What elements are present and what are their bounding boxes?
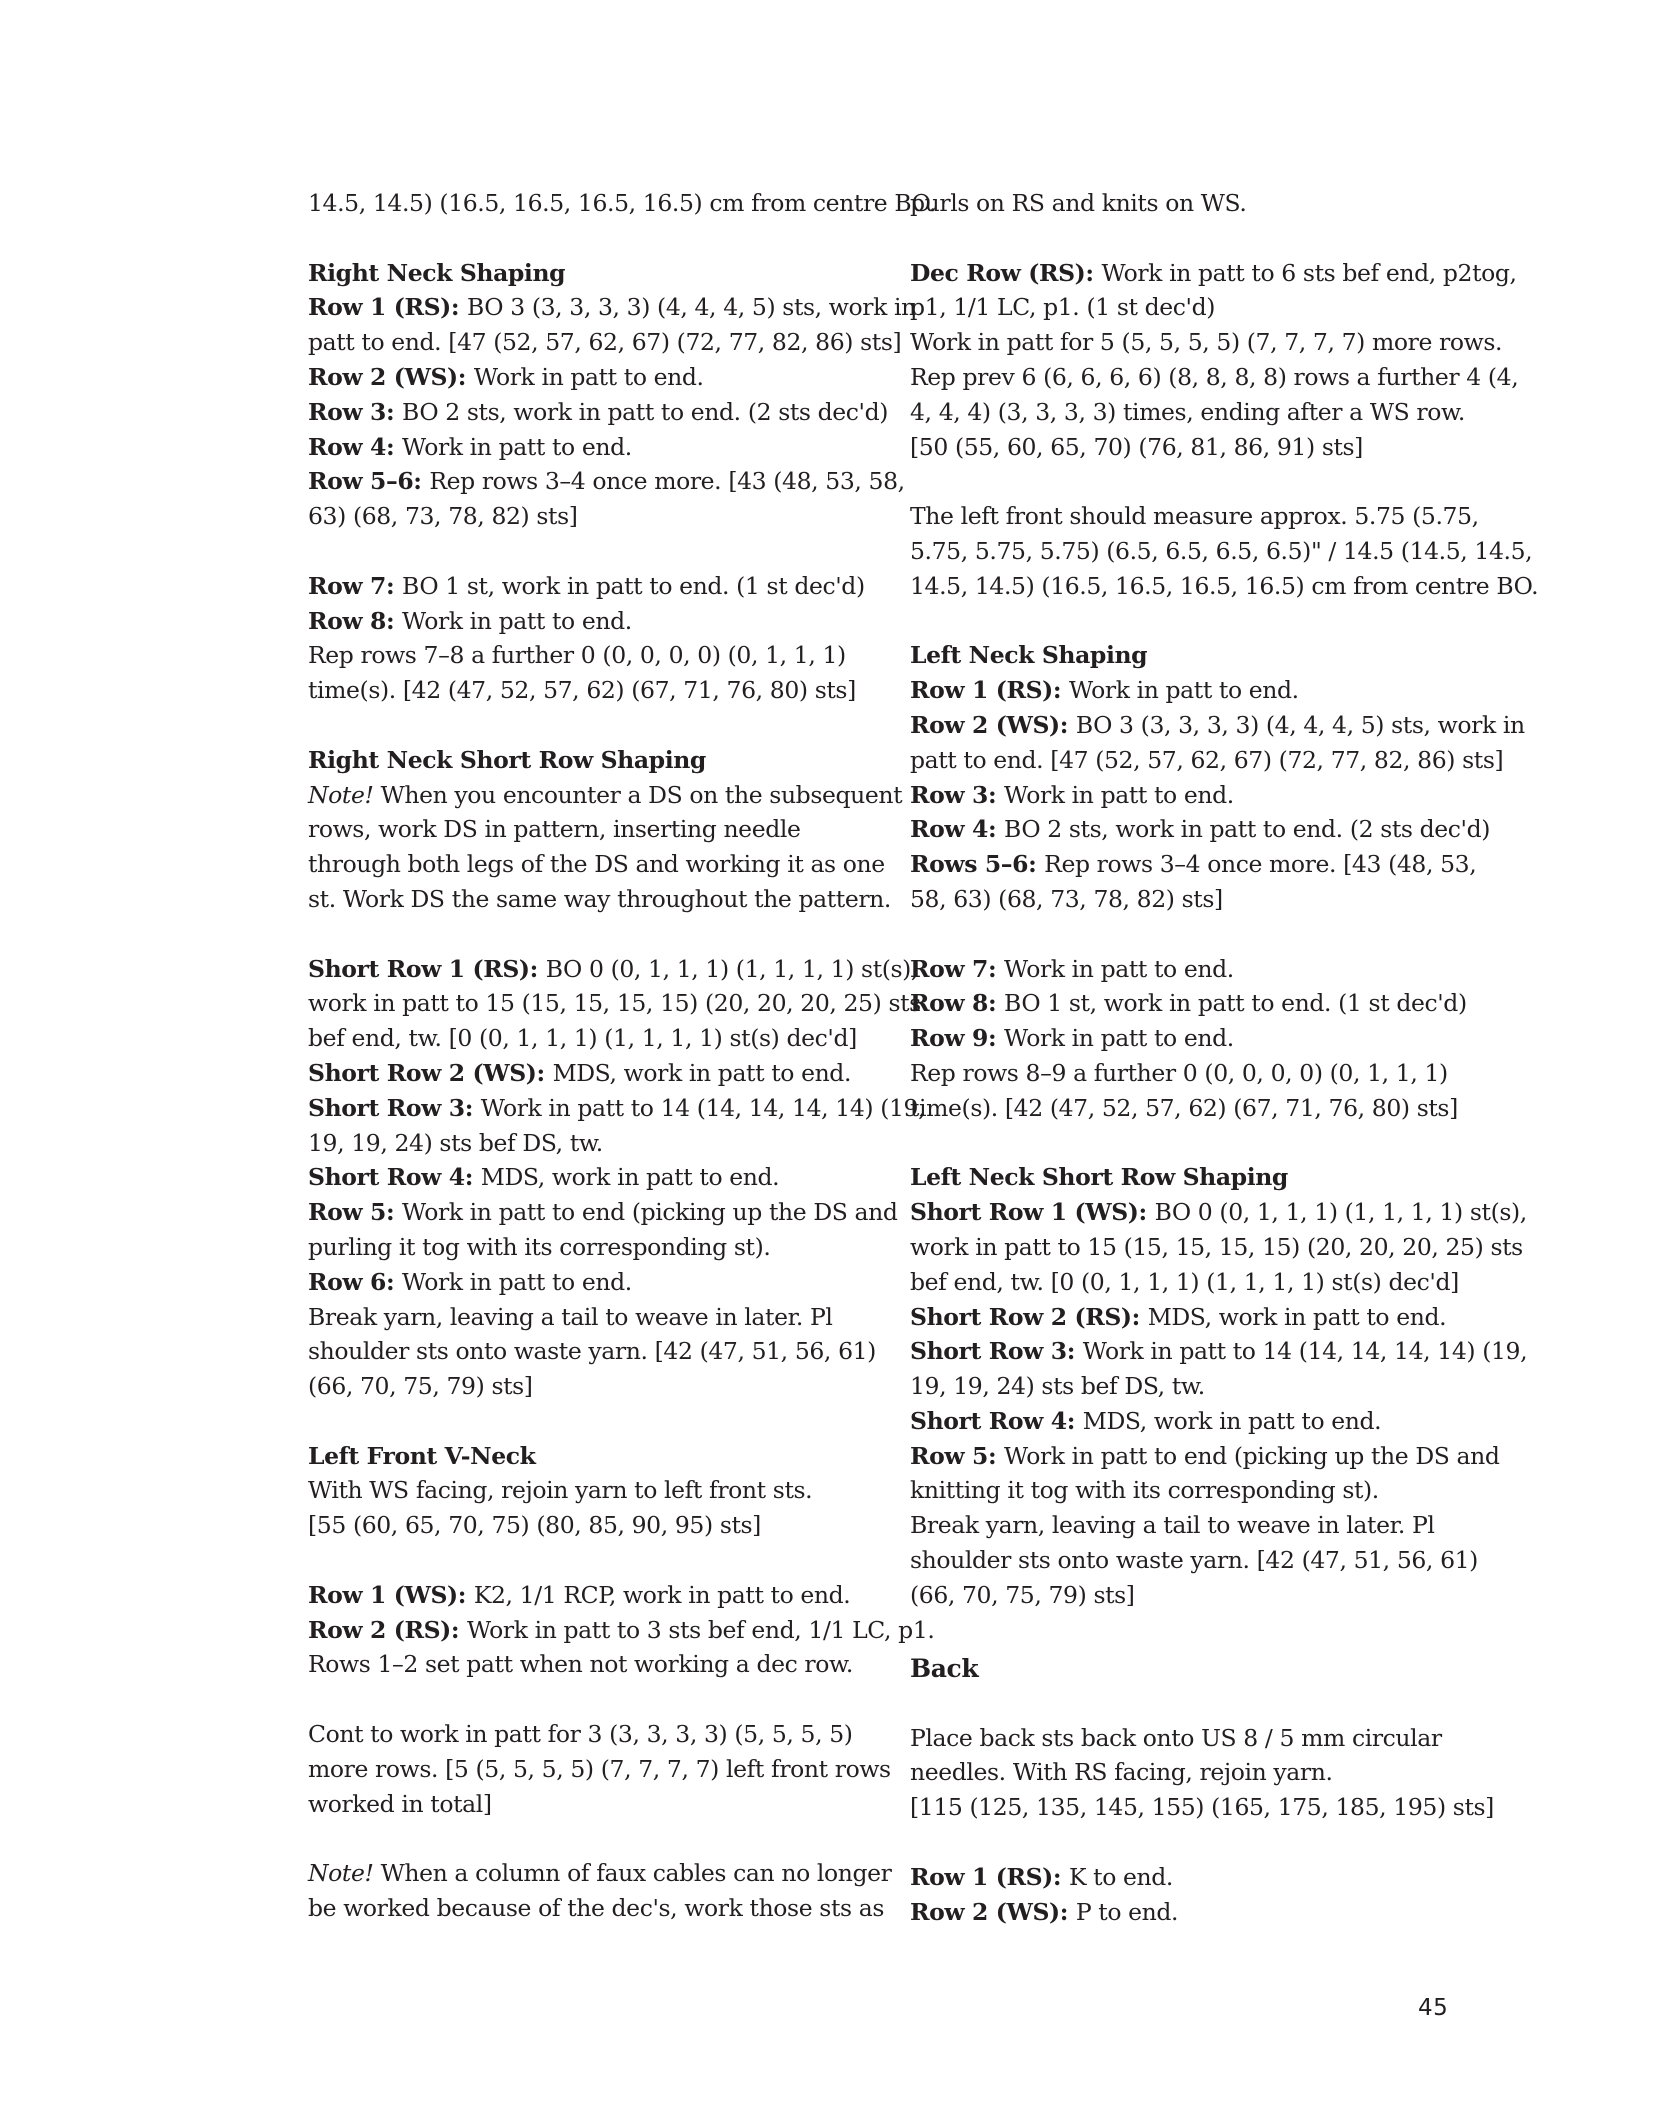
body-text: Cont to work in patt for 3 (3, 3, 3, 3) (5, 5, 5, 5) [308, 1720, 853, 1749]
text-line [910, 1195, 1527, 1230]
bold-label: Row 1 (RS): [910, 1862, 1069, 1891]
text-line [308, 1752, 891, 1787]
text-line [910, 812, 1491, 847]
body-text: BO 2 sts, work in patt to end. (2 sts dec'd) [402, 397, 889, 426]
bold-label: Left Front V-Neck [308, 1441, 536, 1470]
bold-label: Row 5: [308, 1198, 403, 1227]
body-text: Work in patt to end. [473, 362, 704, 391]
pattern-paragraph [308, 186, 937, 221]
body-text: BO 1 st, work in patt to end. (1 st dec'd) [402, 571, 865, 600]
body-text: When you encounter a DS on the subsequent [373, 780, 903, 809]
text-line [308, 1613, 935, 1648]
body-text: Work in patt to end. [1004, 780, 1234, 809]
bold-label: Short Row 1 (WS): [910, 1198, 1155, 1227]
body-text: When a column of faux cables can no longer [373, 1859, 892, 1888]
text-line [910, 430, 1450, 465]
text-line [910, 882, 1450, 917]
body-text: time(s). [42 (47, 52, 57, 62) (67, 71, 76, 80) sts] [308, 676, 856, 705]
body-text: The left front should measure approx. 5.75 (5.75, [910, 502, 1479, 531]
bold-label: Short Row 2 (WS): [308, 1058, 553, 1087]
text-line [910, 534, 1533, 569]
text-line [308, 1160, 848, 1195]
text-line [910, 1160, 1450, 1195]
bold-label: Short Row 3: [308, 1093, 481, 1122]
text-line [308, 1369, 848, 1404]
body-text: Place back sts back onto US 8 / 5 mm circular [910, 1723, 1442, 1752]
text-line [910, 325, 1503, 360]
body-text: Rep rows 7–8 a further 0 (0, 0, 0, 0) (0, 1, 1, 1) [308, 641, 846, 670]
text-line [308, 1439, 848, 1474]
bold-label: Row 4: [308, 432, 403, 461]
text-line [910, 1578, 1450, 1613]
body-text: needles. With RS facing, rejoin yarn. [910, 1758, 1333, 1787]
pattern-paragraph [308, 256, 916, 534]
body-text: Work in patt to end (picking up the DS and [1004, 1441, 1500, 1470]
pattern-paragraph [910, 638, 1525, 916]
body-text: Break yarn, leaving a tail to weave in later. Pl [910, 1511, 1435, 1540]
bold-label: Dec Row (RS): [910, 258, 1102, 287]
text-line [308, 952, 918, 987]
text-line [308, 882, 891, 917]
text-line [910, 673, 1450, 708]
text-line [910, 1056, 1450, 1091]
bold-label: Row 2 (RS): [308, 1615, 467, 1644]
bold-label: Row 5: [910, 1441, 1005, 1470]
text-line [308, 1473, 848, 1508]
body-text: Break yarn, leaving a tail to weave in later. Pl [308, 1302, 833, 1331]
body-text: Work in patt for 5 (5, 5, 5, 5) (7, 7, 7, 7) more rows. [910, 328, 1503, 357]
text-line [910, 186, 1450, 221]
bold-label: Row 7: [308, 571, 403, 600]
text-line [308, 290, 916, 325]
pattern-paragraph [308, 569, 865, 708]
pattern-paragraph [910, 186, 1450, 221]
bold-label: Row 8: [308, 606, 403, 635]
body-text: knitting it tog with its corresponding st). [910, 1476, 1379, 1505]
text-line [308, 1891, 884, 1926]
bold-label: Left Neck Shaping [910, 641, 1148, 670]
pattern-paragraph [308, 1439, 848, 1543]
body-text: 4, 4, 4) (3, 3, 3, 3) times, ending after a WS row. [910, 397, 1465, 426]
body-text: time(s). [42 (47, 52, 57, 62) (67, 71, 76, 80) sts] [910, 1093, 1458, 1122]
body-text: (66, 70, 75, 79) sts] [308, 1372, 533, 1401]
text-line [308, 430, 848, 465]
body-text: BO 3 (3, 3, 3, 3) (4, 4, 4, 5) sts, work in [466, 293, 916, 322]
text-line [910, 1755, 1450, 1790]
text-line [308, 604, 848, 639]
pattern-paragraph [308, 1856, 892, 1926]
section-heading [910, 1651, 1450, 1687]
bold-label: Row 2 (WS): [910, 710, 1076, 739]
text-line [308, 1265, 848, 1300]
bold-label: Left Neck Short Row Shaping [910, 1163, 1288, 1192]
body-text: Rep rows 3–4 once more. [43 (48, 53, [1044, 850, 1477, 879]
text-line [910, 743, 1504, 778]
text-line [308, 499, 848, 534]
text-line [910, 395, 1465, 430]
body-text: MDS, work in patt to end. [1082, 1406, 1382, 1435]
text-line [910, 1091, 1458, 1126]
text-line [910, 1473, 1450, 1508]
text-line [308, 1056, 852, 1091]
body-text: patt to end. [47 (52, 57, 62, 67) (72, 77, 82, 86) sts] [910, 745, 1504, 774]
text-line [308, 743, 848, 778]
body-text: (66, 70, 75, 79) sts] [910, 1580, 1135, 1609]
body-text: K2, 1/1 RCP, work in patt to end. [473, 1580, 851, 1609]
body-text: Work in patt to end (picking up the DS and [402, 1198, 898, 1227]
text-line [910, 952, 1450, 987]
body-text: purls on RS and knits on WS. [910, 189, 1247, 217]
body-text: K to end. [1068, 1862, 1173, 1891]
text-line [308, 778, 903, 813]
pattern-paragraph [308, 1578, 935, 1682]
text-line [308, 186, 937, 221]
pattern-paragraph [910, 256, 1519, 465]
body-text: Work in patt to 6 sts bef end, p2tog, [1101, 258, 1517, 287]
body-text: st. Work DS the same way throughout the pattern. [308, 884, 891, 913]
body-text: Work in patt to end. [1004, 1024, 1234, 1053]
text-line [910, 360, 1519, 395]
text-line [308, 1578, 851, 1613]
pattern-paragraph [910, 1860, 1450, 1930]
text-line [308, 325, 902, 360]
text-line [308, 360, 848, 395]
body-text: [115 (125, 135, 145, 155) (165, 175, 185, 195) sts] [910, 1793, 1494, 1822]
text-line [308, 569, 865, 604]
body-text: Work in patt to end. [402, 1267, 632, 1296]
text-line [308, 847, 885, 882]
body-text: more rows. [5 (5, 5, 5, 5) (7, 7, 7, 7) left front rows [308, 1754, 891, 1783]
bold-label: Short Row 4: [910, 1406, 1083, 1435]
text-line [308, 673, 856, 708]
bold-label: Row 1 (RS): [308, 293, 467, 322]
text-line [308, 1508, 848, 1543]
body-text: Work in patt to end. [402, 606, 632, 635]
text-line [910, 708, 1525, 743]
body-text: BO 3 (3, 3, 3, 3) (4, 4, 4, 5) sts, work in [1075, 710, 1525, 739]
pattern-paragraph [308, 1717, 891, 1821]
bold-label: Row 4: [910, 815, 1005, 844]
text-line [308, 1195, 898, 1230]
text-line [308, 1091, 926, 1126]
text-line [910, 1300, 1450, 1335]
bold-label: Row 5–6: [308, 467, 430, 496]
body-text: p1, 1/1 LC, p1. (1 st dec'd) [910, 293, 1215, 322]
bold-label: Row 6: [308, 1267, 403, 1296]
body-text: Work in patt to 14 (14, 14, 14, 14) (19, [1082, 1337, 1528, 1366]
pattern-paragraph [910, 1160, 1528, 1612]
body-text: MDS, work in patt to end. [1147, 1302, 1447, 1331]
body-text: 14.5, 14.5) (16.5, 16.5, 16.5, 16.5) cm from centre BO. [910, 571, 1539, 600]
text-line [308, 1334, 876, 1369]
text-line [910, 1404, 1450, 1439]
body-text: shoulder sts onto waste yarn. [42 (47, 51, 56, 61) [910, 1546, 1478, 1575]
body-text: bef end, tw. [0 (0, 1, 1, 1) (1, 1, 1, 1) st(s) dec'd] [910, 1267, 1459, 1296]
text-line [308, 638, 848, 673]
right-text-column [910, 186, 1539, 1929]
body-text: 63) (68, 73, 78, 82) sts] [308, 502, 578, 531]
text-line [910, 256, 1517, 291]
page-number: 45 [1418, 1995, 1449, 2021]
body-text: BO 0 (0, 1, 1, 1) (1, 1, 1, 1) st(s), [1154, 1198, 1527, 1227]
body-text: patt to end. [47 (52, 57, 62, 67) (72, 77, 82, 86) sts] [308, 328, 902, 357]
text-line [910, 1790, 1494, 1825]
bold-label: Short Row 4: [308, 1163, 481, 1192]
bold-label: Rows 5–6: [910, 850, 1045, 879]
bold-label: Back [910, 1653, 979, 1683]
left-text-column [308, 186, 937, 1926]
body-text: be worked because of the dec's, work those sts as [308, 1894, 884, 1923]
text-line [308, 395, 889, 430]
text-line [308, 812, 848, 847]
bold-label: Row 8: [910, 989, 1005, 1018]
body-text: BO 2 sts, work in patt to end. (2 sts dec'd) [1004, 815, 1491, 844]
text-line [910, 1334, 1528, 1369]
body-text: 5.75, 5.75, 5.75) (6.5, 6.5, 6.5, 6.5)" / 14.5 (14.5, 14.5, [910, 536, 1533, 565]
text-line [308, 1021, 857, 1056]
text-line [308, 1787, 848, 1822]
bold-label: Row 3: [308, 397, 403, 426]
text-line [910, 499, 1479, 534]
text-line [308, 1300, 848, 1335]
body-text: [55 (60, 65, 70, 75) (80, 85, 90, 95) sts] [308, 1511, 761, 1540]
text-line [910, 290, 1450, 325]
body-text: Work in patt to 14 (14, 14, 14, 14) (19, [480, 1093, 926, 1122]
body-text: 19, 19, 24) sts bef DS, tw. [910, 1372, 1205, 1401]
text-line [308, 1717, 853, 1752]
pattern-paragraph [910, 1721, 1494, 1825]
bold-label: Short Row 1 (RS): [308, 954, 546, 983]
bold-label: Row 9: [910, 1024, 1005, 1053]
body-text: With WS facing, rejoin yarn to left front sts. [308, 1476, 813, 1505]
body-text: purling it tog with its corresponding st). [308, 1232, 771, 1261]
body-text: Rep rows 3–4 once more. [43 (48, 53, 58, [429, 467, 905, 496]
body-text: [50 (55, 60, 65, 70) (76, 81, 86, 91) sts] [910, 432, 1363, 461]
body-text: work in patt to 15 (15, 15, 15, 15) (20, 20, 20, 25) sts [308, 989, 921, 1018]
text-line [910, 638, 1450, 673]
body-text: Rows 1–2 set patt when not working a dec row. [308, 1650, 854, 1679]
text-line [910, 1508, 1450, 1543]
text-line [308, 256, 848, 291]
bold-label: Row 2 (WS): [910, 1897, 1076, 1926]
body-text: 19, 19, 24) sts bef DS, tw. [308, 1128, 603, 1157]
text-line [910, 1265, 1459, 1300]
italic-note-label: Note! [308, 780, 374, 809]
body-text: Work in patt to end. [1068, 676, 1299, 705]
text-line [910, 1721, 1450, 1756]
body-text: BO 0 (0, 1, 1, 1) (1, 1, 1, 1) st(s), [545, 954, 918, 983]
text-line [910, 1230, 1523, 1265]
body-text: Work in patt to 3 sts bef end, 1/1 LC, p1. [466, 1615, 935, 1644]
body-text: 58, 63) (68, 73, 78, 82) sts] [910, 884, 1223, 913]
pattern-paragraph [910, 499, 1539, 603]
body-text: worked in total] [308, 1789, 492, 1818]
body-text: Rep prev 6 (6, 6, 6, 6) (8, 8, 8, 8) rows a further 4 (4, [910, 362, 1519, 391]
bold-label: Row 7: [910, 954, 1005, 983]
text-line [308, 1126, 848, 1161]
body-text: bef end, tw. [0 (0, 1, 1, 1) (1, 1, 1, 1) st(s) dec'd] [308, 1024, 857, 1053]
text-line [308, 1230, 848, 1265]
text-line [910, 986, 1467, 1021]
text-line [308, 1856, 892, 1891]
body-text: 14.5, 14.5) (16.5, 16.5, 16.5, 16.5) cm from centre BO. [308, 189, 937, 217]
text-line [910, 1860, 1450, 1895]
pattern-paragraph [308, 743, 903, 917]
text-line [910, 1439, 1500, 1474]
bold-label: Right Neck Shaping [308, 258, 566, 287]
text-line [910, 1651, 1450, 1687]
body-text: P to end. [1075, 1897, 1179, 1926]
text-line [910, 1543, 1478, 1578]
pattern-paragraph [910, 952, 1467, 1126]
bold-label: Row 2 (WS): [308, 362, 474, 391]
text-line [910, 847, 1477, 882]
body-text: through both legs of the DS and working it as one [308, 850, 885, 879]
bold-label: Right Neck Short Row Shaping [308, 745, 706, 774]
text-line [308, 464, 905, 499]
body-text: shoulder sts onto waste yarn. [42 (47, 51, 56, 61) [308, 1337, 876, 1366]
italic-note-label: Note! [308, 1859, 374, 1888]
bold-label: Short Row 2 (RS): [910, 1302, 1148, 1331]
bold-label: Row 1 (RS): [910, 676, 1069, 705]
text-line [308, 1647, 854, 1682]
text-line [910, 778, 1450, 813]
body-text: Work in patt to end. [1004, 954, 1234, 983]
body-text: Rep rows 8–9 a further 0 (0, 0, 0, 0) (0, 1, 1, 1) [910, 1058, 1448, 1087]
body-text: MDS, work in patt to end. [480, 1163, 780, 1192]
bold-label: Row 3: [910, 780, 1005, 809]
text-line [308, 986, 921, 1021]
body-text: BO 1 st, work in patt to end. (1 st dec'd) [1004, 989, 1467, 1018]
body-text: work in patt to 15 (15, 15, 15, 15) (20, 20, 20, 25) sts [910, 1232, 1523, 1261]
text-line [910, 1895, 1450, 1930]
bold-label: Row 1 (WS): [308, 1580, 474, 1609]
body-text: Work in patt to end. [402, 432, 632, 461]
body-text: rows, work DS in pattern, inserting needle [308, 815, 801, 844]
text-line [910, 1369, 1450, 1404]
body-text: MDS, work in patt to end. [552, 1058, 852, 1087]
text-line [910, 1021, 1450, 1056]
pattern-paragraph [308, 952, 926, 1404]
bold-label: Short Row 3: [910, 1337, 1083, 1366]
text-line [910, 569, 1539, 604]
